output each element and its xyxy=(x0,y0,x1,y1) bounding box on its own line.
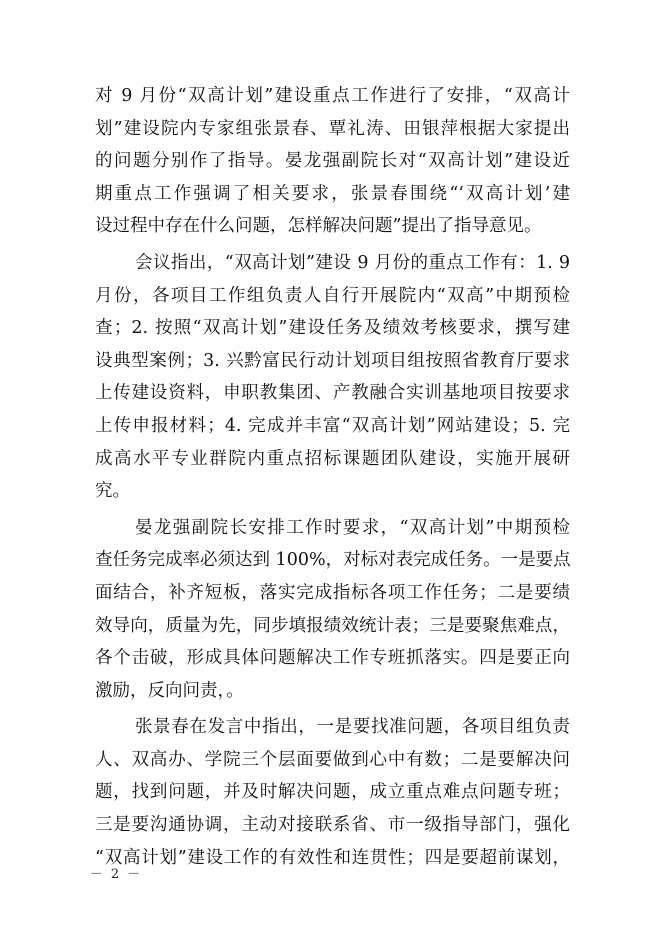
text-line: 晏龙强副院长安排工作时要求，“双高计划”中期预检 xyxy=(135,517,570,538)
page-number: － 2 － xyxy=(89,867,143,882)
text-line: 查任务完成率必须达到 100%，对标对表完成任务。一是要点 xyxy=(95,550,571,571)
text-line: 张景春在发言中指出，一是要找准问题，各项目组负责 xyxy=(135,717,570,738)
text-line: 三是要沟通协调，主动对接联系省、市一级指导部门，强化 xyxy=(95,815,570,836)
text-line: 的问题分别作了指导。晏龙强副院长对“双高计划”建设近 xyxy=(95,151,570,172)
text-line: 效导向，质量为先，同步填报绩效统计表；三是要聚焦难点， xyxy=(95,615,570,636)
text-line: 题，找到问题，并及时解决问题，成立重点难点问题专班； xyxy=(95,782,570,803)
paragraph-1 xyxy=(95,80,570,243)
text-line: 上传申报材料；4. 完成并丰富“双高计划”网站建设；5. 完 xyxy=(95,415,570,436)
text-line: 成高水平专业群院内重点招标课题团队建设，实施开展研 xyxy=(95,448,570,469)
text-line: 期重点工作强调了相关要求，张景春围绕“‘双高计划’建 xyxy=(95,183,570,204)
text-line: 各个击破，形成具体问题解决工作专班抓落实。四是要正向 xyxy=(95,648,570,669)
paragraph-2 xyxy=(95,247,570,508)
text-line: 上传建设资料，申职教集团、产教融合实训基地项目按要求 xyxy=(95,383,570,404)
document-body xyxy=(95,80,570,874)
text-line: 究。 xyxy=(95,481,130,502)
text-line: 划”建设院内专家组张景春、覃礼涛、田银萍根据大家提出 xyxy=(95,118,570,139)
paragraph-4 xyxy=(95,711,570,874)
text-line: “双高计划”建设工作的有效性和连贯性；四是要超前谋划， xyxy=(95,847,570,868)
paragraph-3 xyxy=(95,512,570,708)
text-line: 月份，各项目工作组负责人自行开展院内“双高”中期预检 xyxy=(95,285,570,306)
text-line: 查；2. 按照“双高计划”建设任务及绩效考核要求，撰写建 xyxy=(95,318,570,339)
text-line: 对 9 月份“双高计划”建设重点工作进行了安排，“双高计 xyxy=(95,86,570,106)
text-line: 设过程中存在什么问题，怎样解决问题”提出了指导意见。 xyxy=(95,216,542,237)
text-line: 人、双高办、学院三个层面要做到心中有数；二是要解决问 xyxy=(95,749,570,770)
text-line: 面结合，补齐短板，落实完成指标各项工作任务；二是要绩 xyxy=(95,582,570,603)
text-line: 会议指出，“双高计划”建设 9 月份的重点工作有：1. 9 xyxy=(135,252,570,273)
text-line: 设典型案例；3. 兴黔富民行动计划项目组按照省教育厅要求 xyxy=(95,350,570,371)
text-line: 激励，反向问责，。 xyxy=(95,680,244,701)
